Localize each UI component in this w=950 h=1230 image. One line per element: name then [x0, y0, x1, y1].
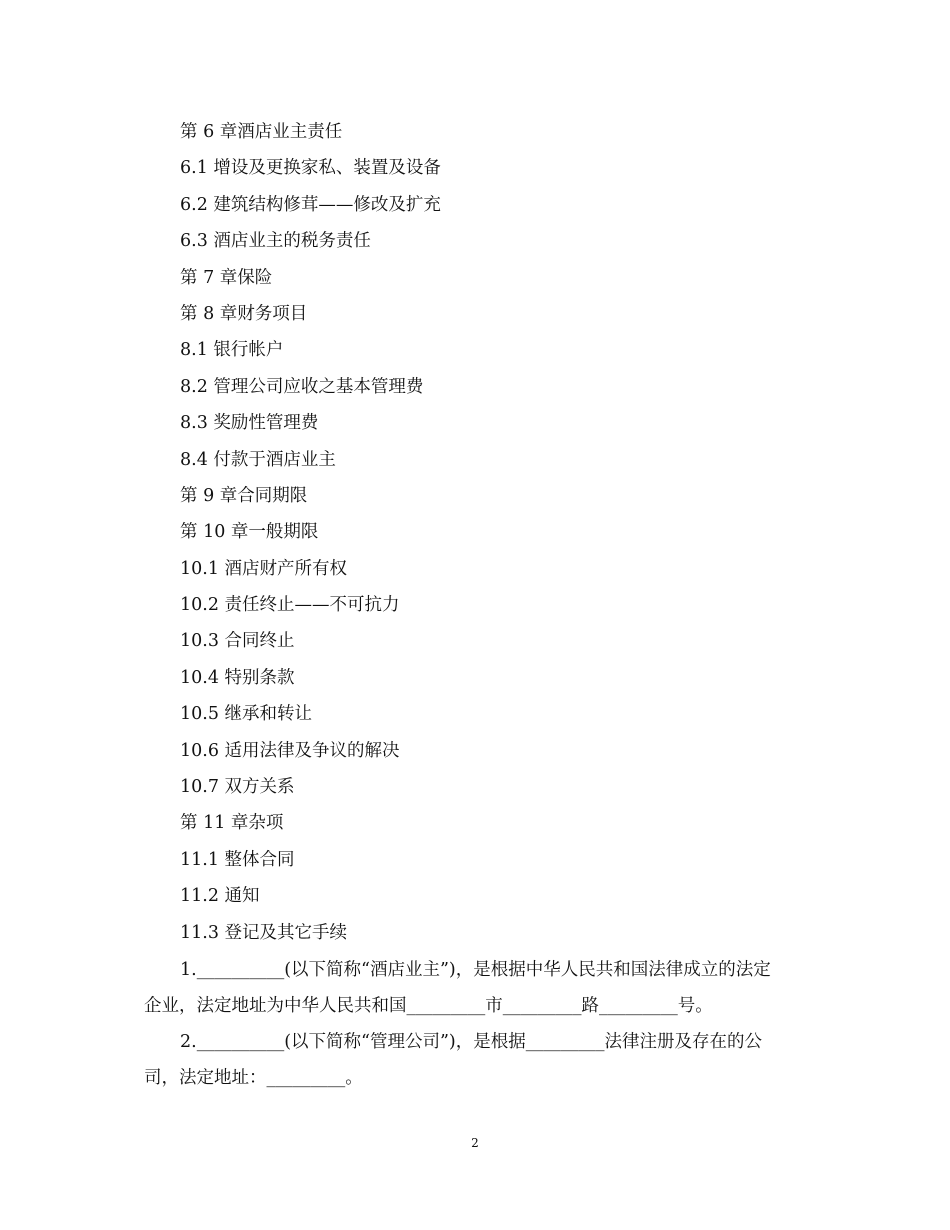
- toc-item-6-2: 6.2 建筑结构修茸——修改及扩充: [180, 194, 441, 215]
- toc-chapter-7: 第 7 章保险: [180, 267, 273, 288]
- paragraph-line: 企业，法定地址为中华人民共和国_________市_________路_________号。: [144, 996, 713, 1016]
- toc-item-10-7: 10.7 双方关系: [180, 777, 295, 798]
- toc-chapter-6: 第 6 章酒店业主责任: [180, 122, 343, 142]
- toc-item-11-3: 11.3 登记及其它手续: [180, 922, 348, 943]
- toc-item-10-3: 10.3 合同终止: [180, 631, 295, 652]
- toc-item-10-5: 10.5 继承和转让: [180, 704, 313, 725]
- toc-item-10-1: 10.1 酒店财产所有权: [180, 558, 348, 579]
- toc-item-11-2: 11.2 通知: [180, 886, 260, 907]
- toc-chapter-10: 第 10 章一般期限: [180, 522, 319, 543]
- table-of-contents: [180, 118, 820, 955]
- toc-item-10-2: 10.2 责任终止——不可抗力: [180, 595, 400, 616]
- toc-item-8-2: 8.2 管理公司应收之基本管理费: [180, 376, 424, 397]
- toc-chapter-9: 第 9 章合同期限: [180, 485, 308, 506]
- toc-item-8-1: 8.1 银行帐户: [180, 340, 284, 361]
- toc-item-6-3: 6.3 酒店业主的税务责任: [180, 231, 371, 252]
- paragraph-line: 1.__________(以下简称“酒店业主”)，是根据中华人民共和国法律成立的法定: [180, 960, 771, 980]
- page-number: 2: [471, 1136, 479, 1150]
- toc-item-11-1: 11.1 整体合同: [180, 849, 295, 870]
- toc-item-8-4: 8.4 付款于酒店业主: [180, 449, 336, 470]
- paragraph-line: 司，法定地址：_________。: [144, 1068, 363, 1088]
- toc-item-10-6: 10.6 适用法律及争议的解决: [180, 740, 400, 761]
- party-paragraph-management-company: [144, 1024, 810, 1096]
- toc-chapter-11: 第 11 章杂项: [180, 813, 284, 834]
- party-paragraph-hotel-owner: [144, 952, 810, 1024]
- toc-item-10-4: 10.4 特别条款: [180, 667, 295, 688]
- toc-item-8-3: 8.3 奖励性管理费: [180, 413, 319, 434]
- toc-chapter-8: 第 8 章财务项目: [180, 303, 308, 324]
- paragraph-line: 2.__________(以下简称“管理公司”)，是根据_________法律注册及存在的公: [180, 1032, 762, 1052]
- toc-item-6-1: 6.1 增设及更换家私、装置及设备: [180, 158, 441, 179]
